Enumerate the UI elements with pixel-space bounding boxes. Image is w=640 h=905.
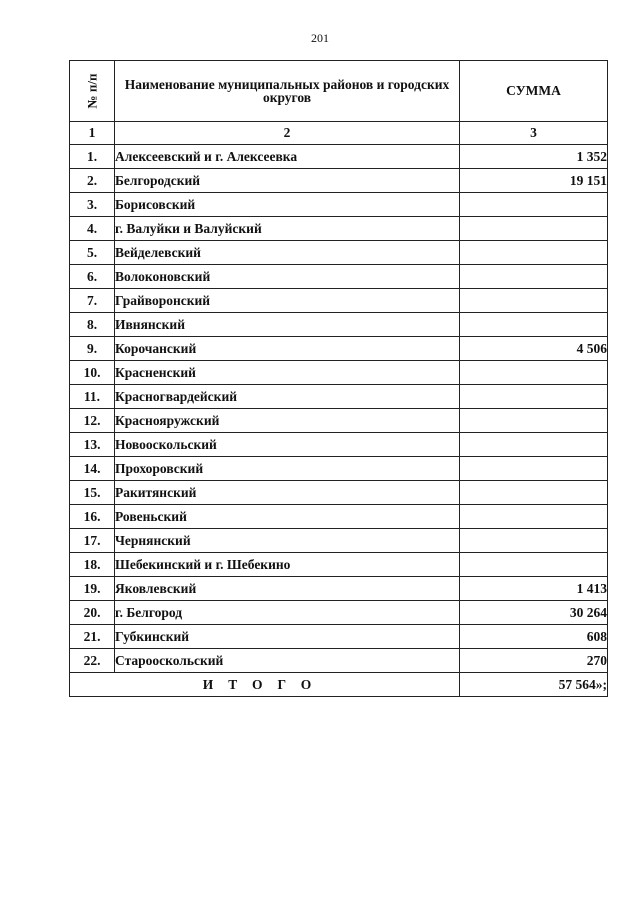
row-sum [460, 313, 608, 337]
district-name: Краснояружский [115, 409, 460, 433]
table-row [70, 433, 608, 457]
row-sum [460, 385, 608, 409]
district-name: г. Валуйки и Валуйский [115, 217, 460, 241]
row-number: 1. [70, 145, 115, 169]
row-sum [460, 481, 608, 505]
district-name: Ракитянский [115, 481, 460, 505]
row-number: 11. [70, 385, 115, 409]
table-row [70, 265, 608, 289]
row-sum [460, 193, 608, 217]
municipal-sum-table [69, 60, 608, 697]
row-sum [460, 289, 608, 313]
column-number: 2 [115, 122, 460, 145]
table-row [70, 481, 608, 505]
table-row [70, 313, 608, 337]
row-sum [460, 361, 608, 385]
table-row [70, 625, 608, 649]
row-number: 21. [70, 625, 115, 649]
row-number: 18. [70, 553, 115, 577]
table-row [70, 649, 608, 673]
row-sum [460, 457, 608, 481]
district-name: Шебекинский и г. Шебекино [115, 553, 460, 577]
district-name: Прохоровский [115, 457, 460, 481]
row-sum: 19 151 [460, 169, 608, 193]
district-name: Алексеевский и г. Алексеевка [115, 145, 460, 169]
table-row [70, 577, 608, 601]
table-row [70, 409, 608, 433]
district-name: Грайворонский [115, 289, 460, 313]
row-number: 20. [70, 601, 115, 625]
total-row [70, 673, 608, 697]
district-name: Старооскольский [115, 649, 460, 673]
row-number: 9. [70, 337, 115, 361]
row-number: 17. [70, 529, 115, 553]
row-sum [460, 265, 608, 289]
district-name: Корочанский [115, 337, 460, 361]
table-row [70, 505, 608, 529]
district-name: Ровеньский [115, 505, 460, 529]
district-name: г. Белгород [115, 601, 460, 625]
page-number: 201 [311, 31, 329, 45]
table-row [70, 529, 608, 553]
district-name: Волоконовский [115, 265, 460, 289]
district-name: Ивнянский [115, 313, 460, 337]
header-name: Наименование муниципальных районов и городских округов [115, 61, 460, 122]
table-row [70, 217, 608, 241]
total-label: ИТОГО [70, 673, 460, 697]
row-number: 10. [70, 361, 115, 385]
table-row [70, 553, 608, 577]
row-sum [460, 241, 608, 265]
row-number: 8. [70, 313, 115, 337]
column-number: 3 [460, 122, 608, 145]
row-sum [460, 217, 608, 241]
table-body [70, 145, 608, 673]
district-name: Красногвардейский [115, 385, 460, 409]
row-number: 6. [70, 265, 115, 289]
row-sum: 1 413 [460, 577, 608, 601]
row-sum [460, 529, 608, 553]
column-number: 1 [70, 122, 115, 145]
row-number: 16. [70, 505, 115, 529]
row-sum [460, 409, 608, 433]
district-name: Борисовский [115, 193, 460, 217]
table-row [70, 169, 608, 193]
header-sum: СУММА [460, 61, 608, 122]
district-name: Вейделевский [115, 241, 460, 265]
row-number: 13. [70, 433, 115, 457]
row-number: 2. [70, 169, 115, 193]
row-sum: 4 506 [460, 337, 608, 361]
row-sum [460, 433, 608, 457]
table-row [70, 289, 608, 313]
row-sum: 270 [460, 649, 608, 673]
table-row [70, 457, 608, 481]
table-header-row [70, 61, 608, 122]
row-number: 19. [70, 577, 115, 601]
district-name: Новооскольский [115, 433, 460, 457]
row-sum: 608 [460, 625, 608, 649]
row-sum: 1 352 [460, 145, 608, 169]
table-row [70, 193, 608, 217]
header-number-label: № п/п [84, 73, 100, 109]
district-name: Губкинский [115, 625, 460, 649]
row-number: 4. [70, 217, 115, 241]
row-sum [460, 553, 608, 577]
row-number: 15. [70, 481, 115, 505]
row-number: 12. [70, 409, 115, 433]
column-number-row [70, 122, 608, 145]
row-sum: 30 264 [460, 601, 608, 625]
table-row [70, 361, 608, 385]
table-row [70, 145, 608, 169]
district-name: Красненский [115, 361, 460, 385]
table-row [70, 601, 608, 625]
district-name: Белгородский [115, 169, 460, 193]
table-row [70, 337, 608, 361]
district-name: Яковлевский [115, 577, 460, 601]
header-number [70, 61, 115, 122]
row-number: 14. [70, 457, 115, 481]
row-number: 5. [70, 241, 115, 265]
table-row [70, 241, 608, 265]
row-number: 3. [70, 193, 115, 217]
table-row [70, 385, 608, 409]
district-name: Чернянский [115, 529, 460, 553]
row-number: 7. [70, 289, 115, 313]
row-number: 22. [70, 649, 115, 673]
total-sum: 57 564»; [460, 673, 608, 697]
row-sum [460, 505, 608, 529]
